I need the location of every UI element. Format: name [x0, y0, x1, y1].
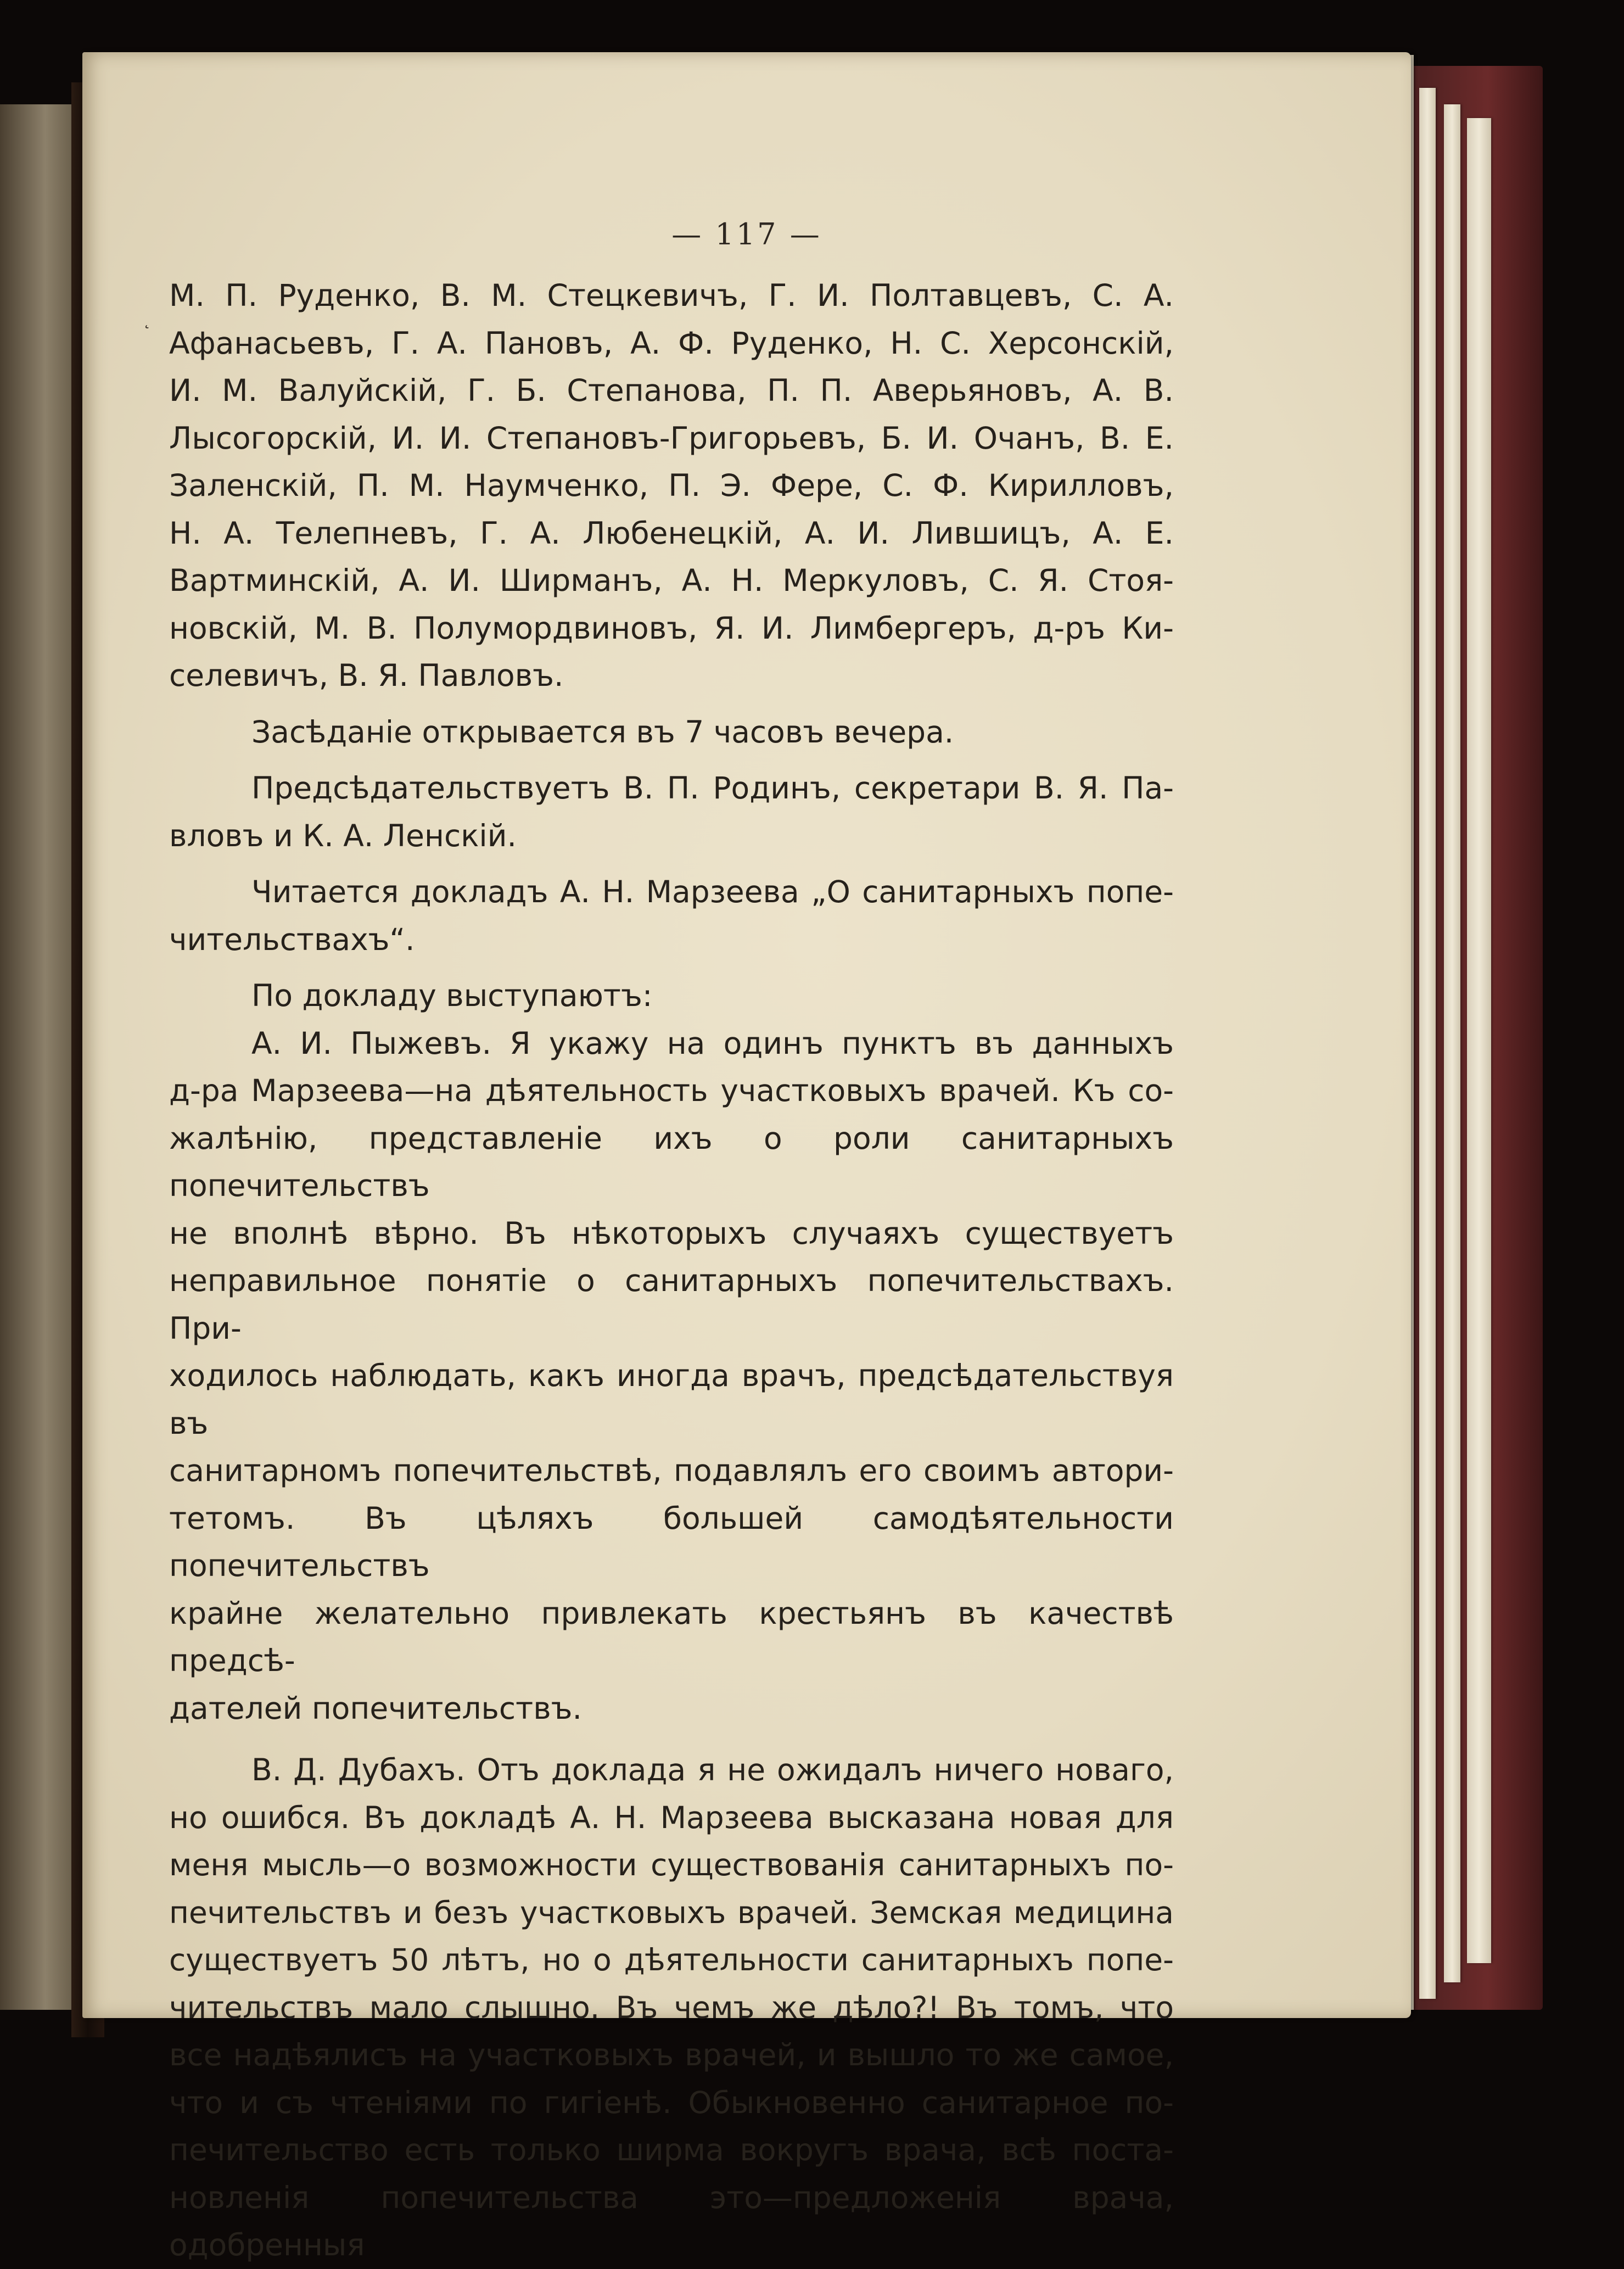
text-line: Вартминскій, А. И. Ширманъ, А. Н. Меркуловъ, С. Я. Стоя-	[169, 563, 1174, 598]
text-line: тетомъ. Въ цѣляхъ большей самодѣятельности попечительствъ	[169, 1500, 1174, 1583]
text-line: что и съ чтеніями по гигіенѣ. Обыкновенно санитарное по-	[169, 2084, 1174, 2120]
text-line: Читается докладъ А. Н. Марзеева „О санитарныхъ попе-	[251, 874, 1174, 909]
text-line: крайне желательно привлекать крестьянъ въ качествѣ предсѣ-	[169, 1595, 1174, 1678]
text-line: новленія попечительства это—предложенія врача, одобренныя	[169, 2179, 1174, 2262]
page-body	[169, 272, 1174, 2269]
text-line: Афанасьевъ, Г. А. Пановъ, А. Ф. Руденко, Н. С. Херсонскій,	[169, 325, 1174, 361]
text-line: чительствахъ“.	[169, 921, 415, 957]
text-line: И. М. Валуйскій, Г. Б. Степанова, П. П. Аверьяновъ, А. В.	[169, 373, 1174, 408]
text-line: чительствъ мало слышно. Въ чемъ же дѣло?! Въ томъ, что	[169, 1989, 1174, 2025]
page-edge-layer	[1444, 104, 1460, 1982]
text-line: В. Д. Дубахъ. Отъ доклада я не ожидалъ ничего новаго,	[251, 1752, 1174, 1787]
margin-mark: ˛	[143, 310, 151, 329]
text-line: печительствъ и безъ участковыхъ врачей. Земская медицина	[169, 1894, 1174, 1930]
text-line: Н. А. Телепневъ, Г. А. Любенецкій, А. И. Лившицъ, А. Е.	[169, 515, 1174, 551]
text-line: Заленскій, П. М. Наумченко, П. Э. Фере, С. Ф. Кирилловъ,	[169, 468, 1174, 503]
text-line: все надѣялисъ на участковыхъ врачей, и вышло то же самое,	[169, 2037, 1174, 2072]
page-edge-layer	[1467, 118, 1491, 1963]
text-line: меня мысль—о возможности существованія санитарныхъ по-	[169, 1847, 1174, 1882]
text-line: Предсѣдательствуетъ В. П. Родинъ, секретари В. Я. Па-	[251, 770, 1174, 806]
text-line: селевичъ, В. Я. Павловъ.	[169, 658, 564, 693]
text-line: печительство есть только ширма вокругъ врача, всѣ поста-	[169, 2132, 1174, 2167]
text-line: д-ра Марзеева—на дѣятельность участковыхъ врачей. Къ со-	[169, 1073, 1174, 1108]
text-line: новскій, М. В. Полумордвиновъ, Я. И. Лимбергеръ, д-ръ Ки-	[169, 610, 1174, 646]
text-line: санитарномъ попечительствѣ, подавлялъ его своимъ автори-	[169, 1453, 1174, 1488]
text-line: Засѣданіе открывается въ 7 часовъ вечера.	[251, 714, 954, 750]
previous-page-edge	[0, 104, 82, 2010]
text-line: Лысогорскій, И. И. Степановъ-Григорьевъ, Б. И. Очанъ, В. Е.	[169, 420, 1174, 456]
text-line: не вполнѣ вѣрно. Въ нѣкоторыхъ случаяхъ существуетъ	[169, 1215, 1174, 1251]
text-line: но ошибся. Въ докладѣ А. Н. Марзеева высказана новая для	[169, 1799, 1174, 1835]
text-line: жалѣнію, представленіе ихъ о роли санитарныхъ попечительствъ	[169, 1120, 1174, 1203]
page-number: — 117 —	[671, 217, 822, 252]
text-line: существуетъ 50 лѣтъ, но о дѣятельности санитарныхъ попе-	[169, 1942, 1174, 1977]
text-line: По докладу выступаютъ:	[251, 978, 653, 1013]
text-line: дателей попечительствъ.	[169, 1690, 582, 1726]
text-line: М. П. Руденко, В. М. Стецкевичъ, Г. И. Полтавцевъ, С. А.	[169, 278, 1174, 313]
book-page	[82, 52, 1411, 2262]
text-line: вловъ и К. А. Ленскій.	[169, 818, 517, 853]
text-line: ходилось наблюдать, какъ иногда врачъ, предсѣдательствуя въ	[169, 1358, 1174, 1441]
text-line: А. И. Пыжевъ. Я укажу на одинъ пунктъ въ данныхъ	[251, 1025, 1174, 1061]
text-line: неправильное понятіе о санитарныхъ попечительствахъ. При-	[169, 1263, 1174, 1346]
page-edge-layer	[1419, 88, 1436, 1999]
